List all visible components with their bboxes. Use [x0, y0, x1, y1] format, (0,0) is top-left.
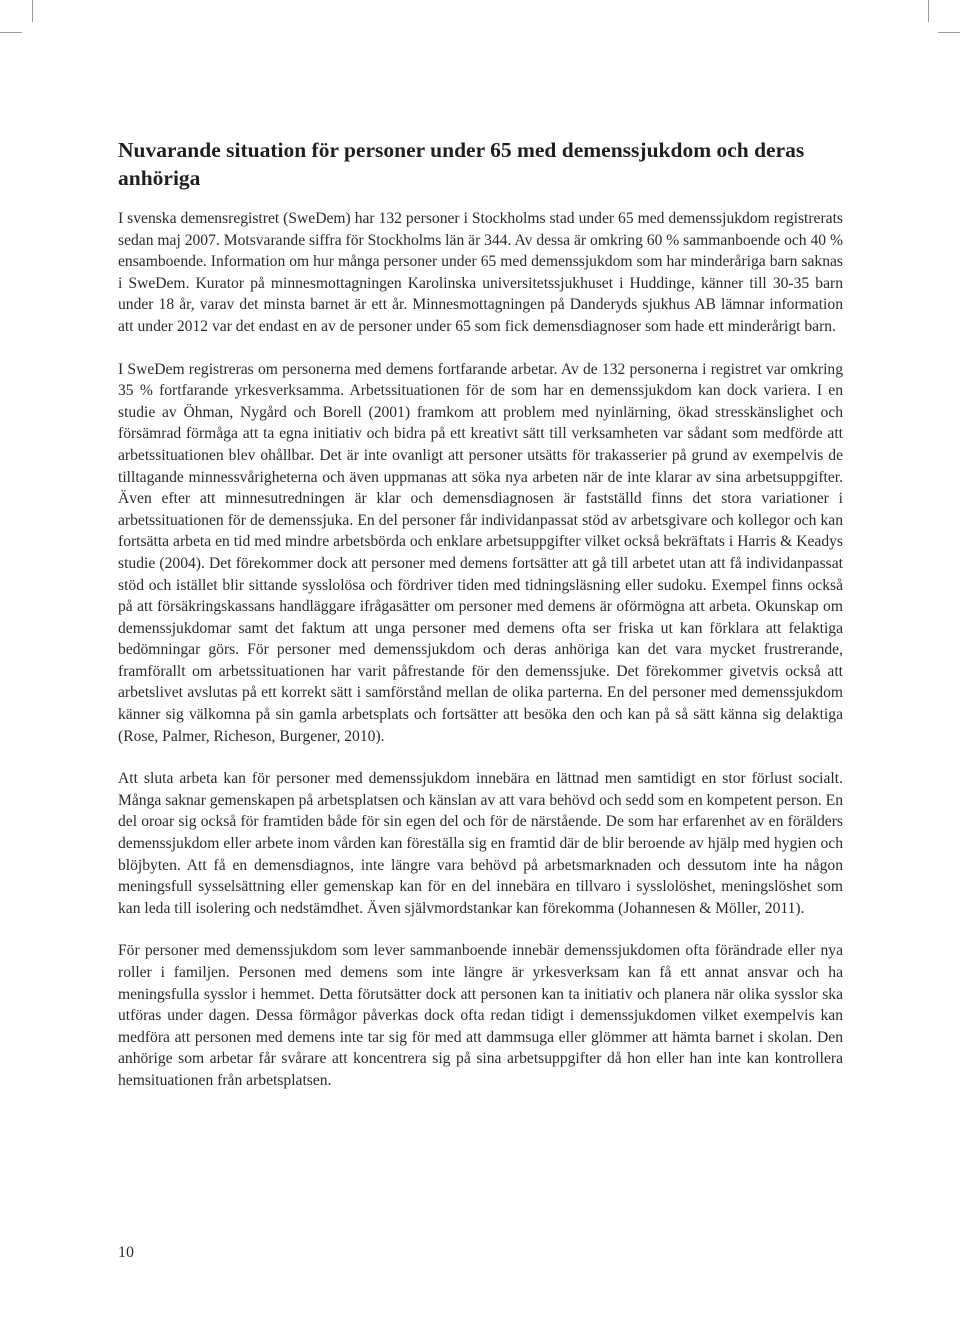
crop-mark-top-left-v	[32, 0, 33, 22]
page-content	[118, 136, 843, 1113]
paragraph-3: Att sluta arbeta kan för personer med demenssjukdom innebära en lättnad men samtidigt en stor förlust socialt. Många saknar gemenskapen på arbetsplatsen och känslan av att vara behövd och sedd som en kompetent person. En del oroar sig också för framtiden både för sin egen del och för de närstående. De som har erfarenhet av en förälders demenssjukdom eller arbete inom vården kan föreställa sig en framtid där de blir beroende av hjälp med hygien och blöjbyten. Att få en demensdiagnos, inte längre vara behövd på arbetsmarknaden och dessutom inte ha någon meningsfull sysselsättning eller gemenskap kan för en del innebära en tillvaro i sysslolöshet, meningslöshet som kan leda till isolering och nedstämdhet. Även självmordstankar kan förekomma (Johannesen & Möller, 2011).	[118, 770, 843, 917]
crop-mark-top-right-h	[938, 32, 960, 33]
crop-mark-top-left-h	[0, 32, 22, 33]
paragraph-2: I SweDem registreras om personerna med demens fortfarande arbetar. Av de 132 personerna i registret var omkring 35 % fortfarande yrkesverksamma. Arbetssituationen för de som har en demenssjukdom kan dock variera. I en studie av Öhman, Nygård och Borell (2001) framkom att problem med nyinlärning, ökad stresskänslighet och försämrad förmåga att ta egna initiativ och bidra på ett kreativt sätt till verksamheten var sådant som medförde att arbetssituationen blev ohållbar. Det är inte ovanligt att personer utsätts för trakasserier på grund av exempelvis de tilltagande minnessvårigheterna och även uppmanas att söka nya arbeten när de inte klarar av sina arbetsuppgifter. Även efter att minnesutredningen är klar och demensdiagnosen är fastställd finns det stora variationer i arbetssituationen för de demenssjuka. En del personer får individanpassat stöd av arbetsgivare och kollegor och kan fortsätta arbeta en tid med mindre arbetsbörda och enklare arbetsuppgifter vilket också bekräftats i Harris & Keadys studie (2004). Det förekommer dock att personer med demens fortsätter att gå till arbetet utan att få individanpassat stöd och istället blir sittande sysslolösa och fördriver tiden med tidningsläsning eller sudoku. Exempel finns också på att försäkringskassans handläggare ifrågasätter om personer med demens är oförmögna att arbeta. Okunskap om demenssjukdomar samt det faktum att unga personer med demens ofta ser friska ut kan förklara att felaktiga bedömningar görs. För personer med demenssjukdom och deras anhöriga kan det vara mycket frustrerande, framförallt om arbetssituationen har varit påfrestande för den demenssjuke. Det förekommer givetvis också att arbetslivet avslutas på ett korrekt sätt i samförstånd mellan de olika parterna. En del personer med demenssjukdom känner sig välkomna på sin gamla arbetsplats och fortsätter att besöka den och kan på så sätt känna sig delaktiga (Rose, Palmer, Richeson, Burgener, 2010).	[118, 360, 843, 745]
page-title: Nuvarande situation för personer under 65 med demenssjukdom och deras anhöriga	[118, 138, 805, 190]
page-number: 10	[118, 1244, 134, 1261]
crop-mark-top-right-v	[928, 0, 929, 22]
paragraph-4: För personer med demenssjukdom som lever sammanboende innebär demenssjukdomen ofta förändrade eller nya roller i familjen. Personen med demens som inte längre är yrkesverksam kan få ett annat ansvar och ha meningsfulla sysslor i hemmet. Detta förutsätter dock att personen kan ta initiativ och planera när olika sysslor ska utföras under dagen. Dessa förmågor påverkas dock ofta redan tidigt i demenssjukdomen vilket exempelvis kan medföra att personen med demens inte tar sig för med att dammsuga eller glömmer att hämta barnet i skolan. Den anhörige som arbetar får svårare att koncentrera sig på sina arbetsuppgifter då hon eller han inte kan kontrollera hemsituationen från arbetsplatsen.	[118, 942, 843, 1089]
paragraph-1: I svenska demensregistret (SweDem) har 132 personer i Stockholms stad under 65 med demenssjukdom registrerats sedan maj 2007. Motsvarande siffra för Stockholms län är 344. Av dessa är omkring 60 % sammanboende och 40 % ensamboende. Information om hur många personer under 65 med demenssjukdom som har minderåriga barn saknas i SweDem. Kurator på minnesmottagningen Karolinska universitetssjukhuset i Huddinge, känner till 30-35 barn under 18 år, varav det minsta barnet är ett år. Minnesmottagningen på Danderyds sjukhus AB lämnar information att under 2012 var det endast en av de personer under 65 som fick demensdiagnoser som hade ett minderårigt barn.	[118, 210, 843, 335]
